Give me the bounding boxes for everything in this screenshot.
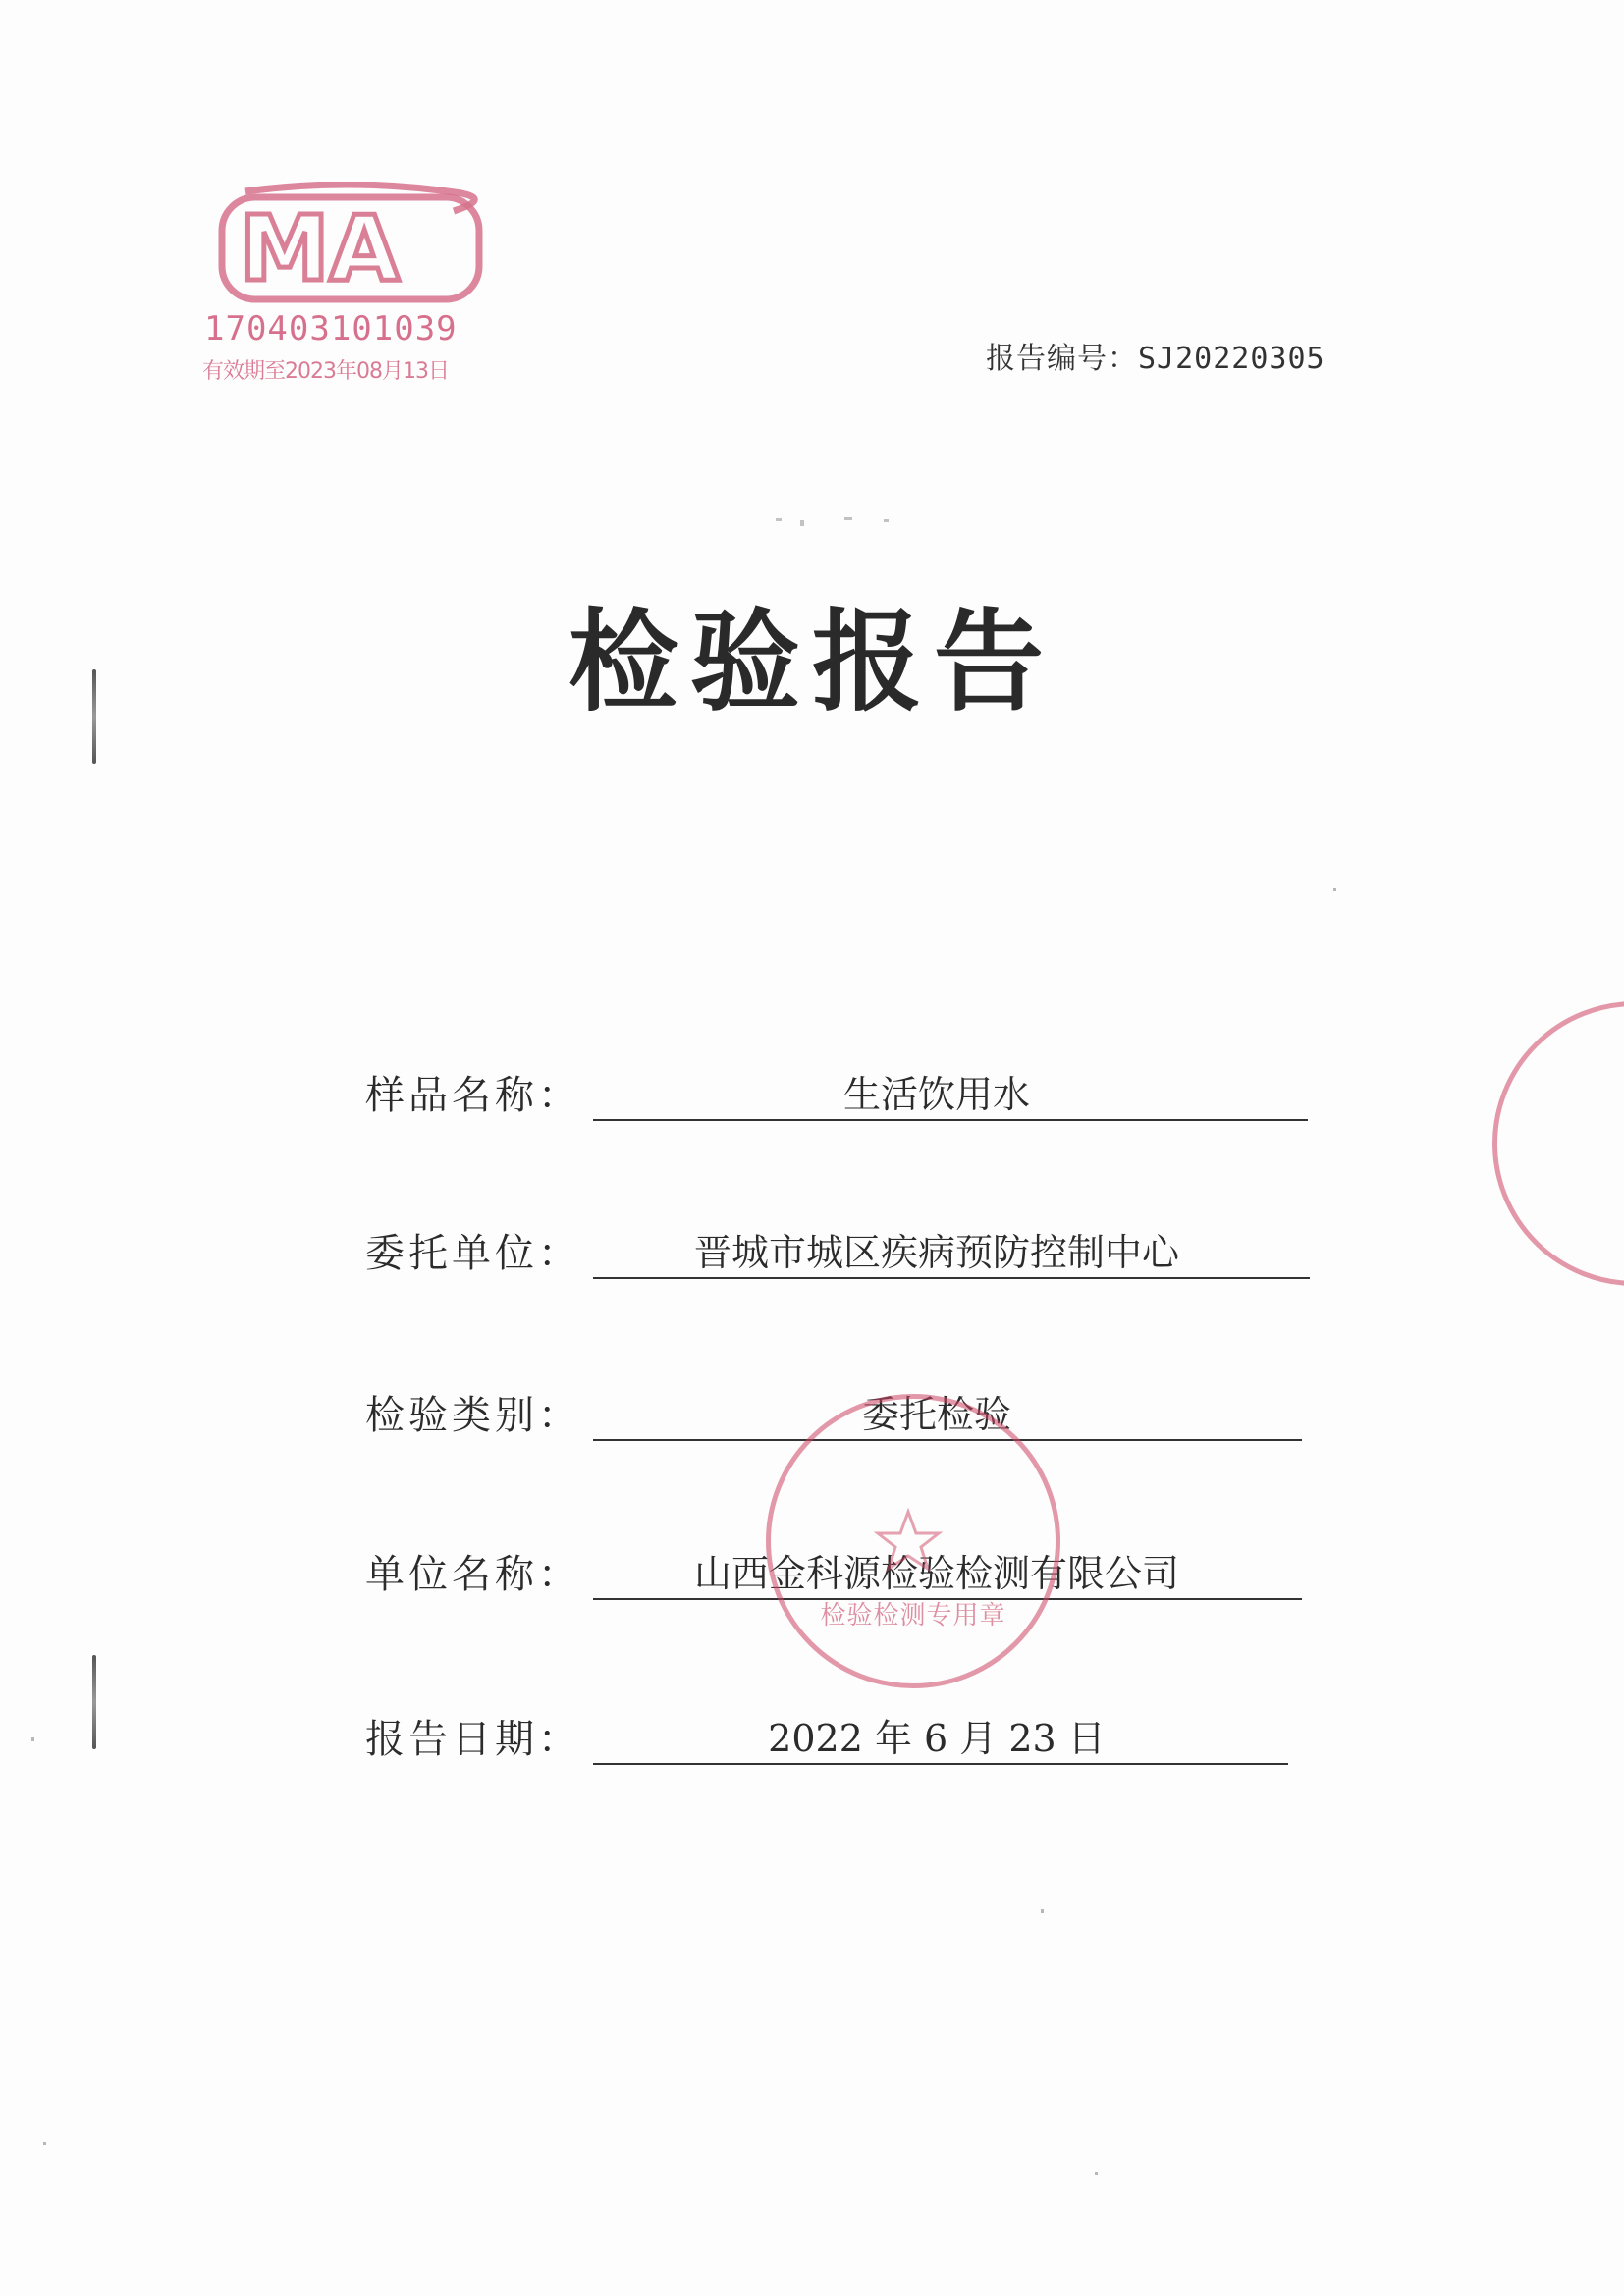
scan-speck bbox=[844, 517, 852, 520]
report-number: 报告编号：SJ20220305 bbox=[986, 342, 1326, 376]
field-value: 2022 年 6 月 23 日 bbox=[768, 1717, 1106, 1760]
field-label: 样品名称： bbox=[365, 1073, 581, 1118]
cma-certification-stamp bbox=[196, 182, 511, 398]
field-report-date bbox=[365, 1708, 1308, 1767]
field-label: 委托单位： bbox=[365, 1231, 581, 1276]
inspection-seal bbox=[766, 1394, 1060, 1688]
cma-logo-icon bbox=[196, 182, 511, 309]
seal-text: 检验检测专用章 bbox=[820, 1601, 1006, 1630]
field-value: 委托检验 bbox=[861, 1393, 1011, 1436]
field-underline bbox=[593, 1277, 1310, 1279]
scan-speck bbox=[43, 2142, 46, 2145]
field-underline bbox=[593, 1763, 1288, 1765]
field-sample-name bbox=[365, 1064, 1308, 1123]
binding-hole-mark bbox=[92, 1655, 96, 1749]
field-label: 报告日期： bbox=[365, 1717, 581, 1762]
scan-speck bbox=[800, 520, 804, 526]
field-label: 单位名称： bbox=[365, 1552, 581, 1597]
field-client bbox=[365, 1222, 1308, 1281]
field-value: 山西金科源检验检测有限公司 bbox=[693, 1552, 1179, 1595]
page-title: 检验报告 bbox=[568, 599, 1056, 726]
scan-speck bbox=[884, 519, 889, 522]
edge-seal bbox=[1492, 1001, 1624, 1286]
scan-speck bbox=[31, 1737, 34, 1741]
field-label: 检验类别： bbox=[365, 1393, 581, 1438]
field-value: 晋城市城区疾病预防控制中心 bbox=[693, 1231, 1179, 1274]
scan-speck bbox=[1333, 888, 1336, 891]
scan-speck bbox=[776, 518, 782, 521]
field-underline bbox=[593, 1119, 1308, 1121]
cma-validity: 有效期至2023年08月13日 bbox=[202, 359, 449, 384]
scan-speck bbox=[1095, 2172, 1098, 2175]
scan-speck bbox=[1041, 1909, 1044, 1913]
cma-number: 170403101039 bbox=[204, 309, 458, 348]
field-value: 生活饮用水 bbox=[842, 1073, 1030, 1116]
seal-star-icon bbox=[766, 1394, 1051, 1679]
svg-text:MA: MA bbox=[240, 196, 400, 301]
